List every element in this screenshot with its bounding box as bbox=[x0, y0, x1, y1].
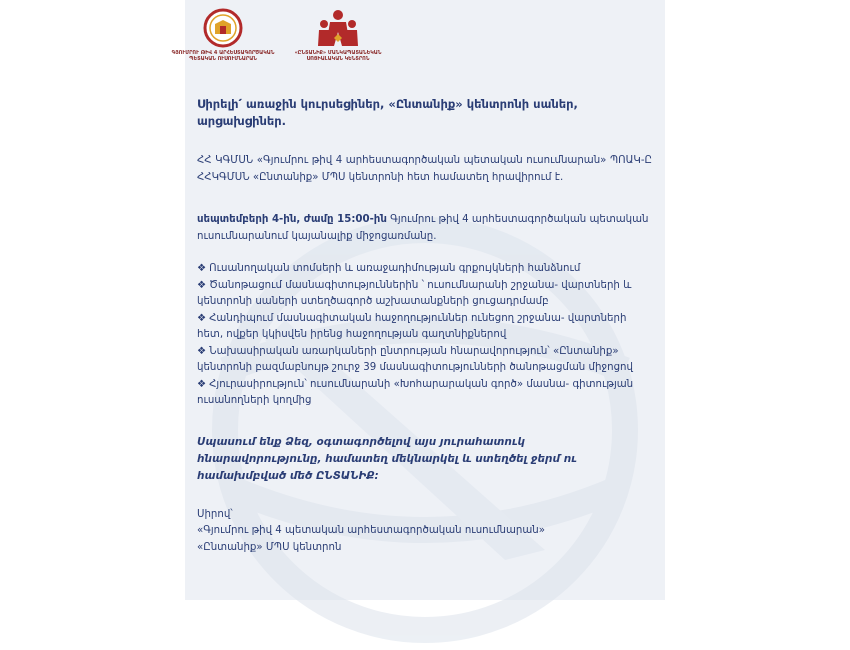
list-item bbox=[197, 311, 652, 344]
diamond-bullet-icon: ❖ bbox=[197, 279, 207, 291]
greeting-heading: Սիրելի՛ առաջին կուրսեցիներ, «Ընտանիք» կենտրոնի սաներ, արցախցիներ. bbox=[197, 97, 578, 128]
school-logo bbox=[168, 8, 278, 62]
family-emblem-icon bbox=[316, 8, 360, 48]
list-item bbox=[197, 377, 652, 410]
list-item bbox=[197, 278, 652, 311]
program-list bbox=[197, 261, 652, 410]
signature-school: «Գյումրու թիվ 4 պետական արհեստագործական ուսումնարան» bbox=[197, 525, 545, 536]
invitation-intro: ՀՀ ԿԳՄՍՆ «Գյումրու թիվ 4 արհեստագործական պետական ուսումնարան» ՊՈԱԿ-Ը ՀՀԿԳՄՍՆ «Ընտանիք» ՄՊՍ կենտրոնի հետ համատեղ հրավիրում է. bbox=[197, 155, 652, 183]
list-item-text: Ուսանողական տոմսերի և առաջադիմության գրքույկների հանձնում bbox=[209, 263, 581, 274]
event-details bbox=[197, 211, 652, 245]
list-item bbox=[197, 261, 652, 278]
family-center-logo bbox=[283, 8, 393, 62]
signature-salutation: Սիրով՝ bbox=[197, 508, 233, 520]
list-item bbox=[197, 344, 652, 377]
diamond-bullet-icon: ❖ bbox=[197, 312, 207, 324]
family-center-logo-caption: «ԸՆՏԱՆԻՔ» ՄԱՆԿԱՊԱՏԱՆԵԿԱՆ ՍՈՑԻԱԼԱԿԱՆ ԿԵՆՏՐՈՆ bbox=[294, 50, 382, 62]
closing-paragraph: Սպասում ենք Ձեզ, օգտագործելով այս յուրահատուկ հնարավորությունը, համատեղ մեկնարկել և ստեղծել ջերմ ու համախմբված մեծ ԸՆՏԱՆԻՔ: bbox=[197, 435, 577, 482]
diamond-bullet-icon: ❖ bbox=[197, 263, 207, 274]
list-item-text: Նախասիրական առարկաների ընտրության հնարավորություն՝ «Ընտանիք» կենտրոնի բազմաբնույթ շուրջ 39 մասնագիտությունների ծանոթացման միջոցով bbox=[197, 345, 633, 373]
list-item-text: Հանդիպում մասնագիտական հաջողություններ ունեցող շրջանա- վարտների հետ, ովքեր կկիսվեն իրենց հաջողության գաղտնիքներով bbox=[197, 312, 627, 340]
signature-block bbox=[197, 507, 652, 557]
signature-center: «Ընտանիք» ՄՊՍ կենտրոն bbox=[197, 541, 342, 553]
letter-body bbox=[197, 96, 652, 556]
school-emblem-icon bbox=[203, 8, 243, 48]
list-item-text: Ծանոթացում մասնագիտություններին ՝ ուսումնարանի շրջանա- վարտների և կենտրոնի սաների ստեղծագործ աշխատանքների ցուցադրմամբ bbox=[197, 279, 632, 307]
event-date-time: սեպտեմբերի 4-ին, ժամը 15:00-ին bbox=[197, 214, 387, 225]
school-logo-caption: ԳՅՈՒՄՐՈՒ ԹԻՎ 4 ԱՐՀԵՍՏԱԳՈՐԾԱԿԱՆ ՊԵՏԱԿԱՆ ՈՒՍՈՒՄՆԱՐԱՆ bbox=[171, 50, 275, 62]
event-location-text: Գյումրու թիվ 4 արհեստագործական պետական ուսումնարանում կայանալիք միջոցառմանը. bbox=[197, 214, 649, 242]
list-item-text: Հյուրասիրություն՝ ուսումնարանի «Խոհարարական գործ» մասնա- գիտության ուսանողների կողմից bbox=[197, 378, 634, 406]
logos-header bbox=[171, 8, 665, 78]
diamond-bullet-icon: ❖ bbox=[197, 345, 207, 357]
flyer bbox=[171, 0, 665, 600]
diamond-bullet-icon: ❖ bbox=[197, 378, 207, 390]
